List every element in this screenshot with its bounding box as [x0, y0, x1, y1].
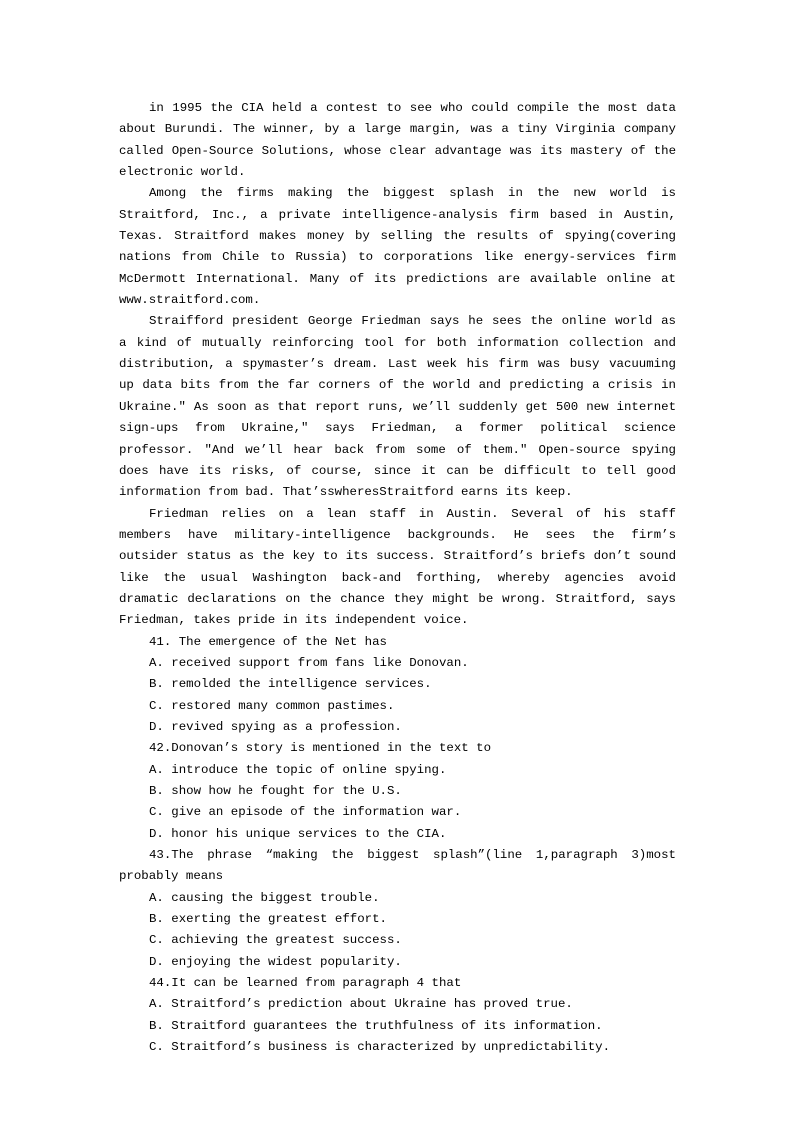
question-41-option-a: A. received support from fans like Donovan. — [149, 655, 469, 670]
question-41-option-d: D. revived spying as a profession. — [149, 719, 402, 734]
question-42-option-d: D. honor his unique services to the CIA. — [149, 826, 447, 841]
question-42-option-b: B. show how he fought for the U.S. — [149, 784, 402, 798]
question-42-stem: 42.Donovan’s story is mentioned in the text to — [149, 741, 492, 756]
question-43-stem: 43.The phrase “making the biggest splash”(line 1,paragraph 3)most probably means — [119, 848, 676, 884]
question-44-option-b: B. Straitford guarantees the truthfulness of its information. — [149, 1018, 603, 1033]
question-42-option-a: A. introduce the topic of online spying. — [149, 762, 447, 777]
question-43-option-b: B. exerting the greatest effort. — [149, 912, 387, 927]
question-44-stem: 44.It can be learned from paragraph 4 that — [149, 976, 462, 991]
paragraph-3: Straifford president George Friedman says he sees the online world as a kind of mutually reinforcing tool for both information collection and distribution, a spymaster’s dream. Last week his firm was busy vacuuming up data bits from the far corners of the world and predicting a crisis in Ukraine.″ As soon as that report runs, we’ll suddenly get 500 new internet sign-ups from Ukraine,″ says Friedman, a former political science professor. ″And we’ll hear back from some of them.″ Open-source spying does have its risks, of course, since it can be difficult to tell good information from bad. That’sswheresStraitford earns its keep. — [119, 314, 676, 500]
paragraph-1: in 1995 the CIA held a contest to see who could compile the most data about Burundi. The winner, by a large margin, was a tiny Virginia company called Open-Source Solutions, whose clear advantage was its mastery of the electronic world. — [119, 101, 676, 180]
question-43-option-d: D. enjoying the widest popularity. — [149, 954, 402, 969]
question-41-option-b: B. remolded the intelligence services. — [149, 677, 432, 692]
question-43-option-a: A. causing the biggest trouble. — [149, 890, 380, 905]
question-41-stem: 41. The emergence of the Net has — [149, 634, 387, 649]
question-44-option-a: A. Straitford’s prediction about Ukraine has proved true. — [149, 997, 573, 1012]
paragraph-2: Among the firms making the biggest splash in the new world is Straitford, Inc., a private intelligence-analysis firm based in Austin, Texas. Straitford makes money by selling the results of spying(covering nations from Chile to Russia) to corporations like energy-services firm McDermott International. Many of its predictions are available online at www.straitford.com. — [119, 186, 676, 308]
document-body — [119, 98, 676, 1058]
question-43-option-c: C. achieving the greatest success. — [149, 933, 402, 948]
paragraph-4: Friedman relies on a lean staff in Austin. Several of his staff members have military-intelligence backgrounds. He sees the firm’s outsider status as the key to its success. Straitford’s briefs don’t sound like the usual Washington back-and forthing, whereby agencies avoid dramatic declarations on the chance they might be wrong. Straitford, says Friedman, takes pride in its independent voice. — [119, 506, 676, 628]
question-42-option-c: C. give an episode of the information war. — [149, 805, 462, 820]
question-41-option-c: C. restored many common pastimes. — [149, 698, 395, 713]
question-44-option-c: C. Straitford’s business is characterized by unpredictability. — [149, 1040, 611, 1055]
